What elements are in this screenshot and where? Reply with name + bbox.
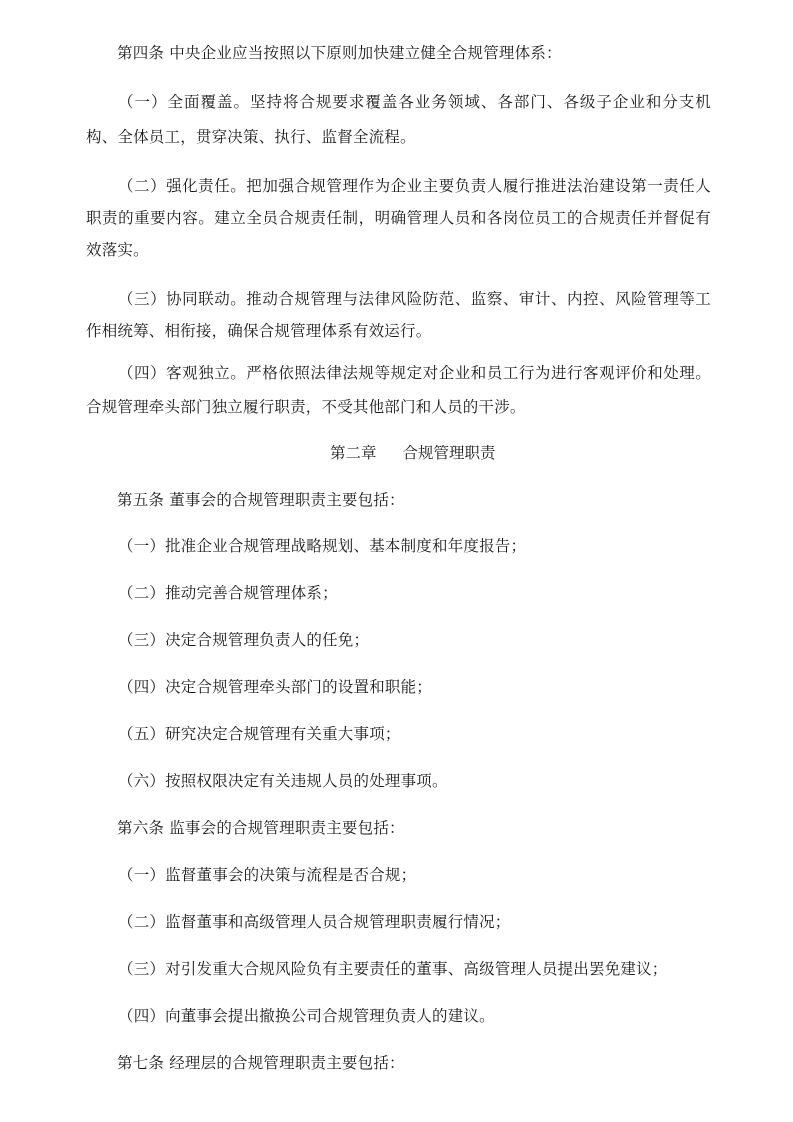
article-4-item-1-line-2: 构、全体员工，贯穿决策、执行、监督全流程。 (86, 128, 416, 146)
article-5-item: （二）推动完善合规管理体系； (118, 584, 338, 602)
article-4-heading: 第四条 中央企业应当按照以下原则加快建立健全合规管理体系： (117, 44, 562, 62)
article-5-item: （六）按照权限决定有关违规人员的处理事项。 (118, 772, 448, 790)
article-6-item: （三）对引发重大合规风险负有主要责任的董事、高级管理人员提出罢免建议； (118, 960, 668, 978)
article-4-item-2-line-3: 效落实。 (86, 241, 149, 259)
article-5-item: （一）批准企业合规管理战略规划、基本制度和年度报告； (118, 537, 527, 555)
article-4-item-4-line-1: （四）客观独立。严格依照法律法规等规定对企业和员工行为进行客观评价和处理。 (118, 364, 711, 382)
article-4-item-2-line-2: 职责的重要内容。建立全员合规责任制，明确管理人员和各岗位员工的合规责任并督促有 (86, 209, 711, 227)
chapter-heading (330, 443, 496, 463)
article-5-heading: 第五条 董事会的合规管理职责主要包括： (117, 491, 405, 509)
article-4-item-4-line-2: 合规管理牵头部门独立履行职责，不受其他部门和人员的干涉。 (86, 398, 526, 416)
chapter-number: 第二章 (330, 444, 377, 462)
article-6-item: （四）向董事会提出撤换公司合规管理负责人的建议。 (118, 1007, 495, 1025)
article-7-heading: 第七条 经理层的合规管理职责主要包括： (117, 1054, 405, 1072)
chapter-title: 合规管理职责 (402, 444, 496, 462)
article-5-item: （五）研究决定合规管理有关重大事项； (118, 725, 401, 743)
article-6-heading: 第六条 监事会的合规管理职责主要包括： (117, 819, 405, 837)
article-4-item-2-line-1: （二）强化责任。把加强合规管理作为企业主要负责人履行推进法治建设第一责任人 (118, 177, 711, 195)
article-5-item: （三）决定合规管理负责人的任免； (118, 631, 370, 649)
article-4-item-1-line-1: （一）全面覆盖。坚持将合规要求覆盖各业务领域、各部门、各级子企业和分支机 (118, 93, 711, 111)
article-5-item: （四）决定合规管理牵头部门的设置和职能； (118, 678, 433, 696)
article-4-item-3-line-1: （三）协同联动。推动合规管理与法律风险防范、监察、审计、内控、风险管理等工 (118, 290, 711, 308)
article-6-item: （二）监督董事和高级管理人员合规管理职责履行情况； (118, 913, 511, 931)
article-6-item: （一）监督董事会的决策与流程是否合规； (118, 866, 417, 884)
article-4-item-3-line-2: 作相统筹、相衔接，确保合规管理体系有效运行。 (86, 322, 432, 340)
